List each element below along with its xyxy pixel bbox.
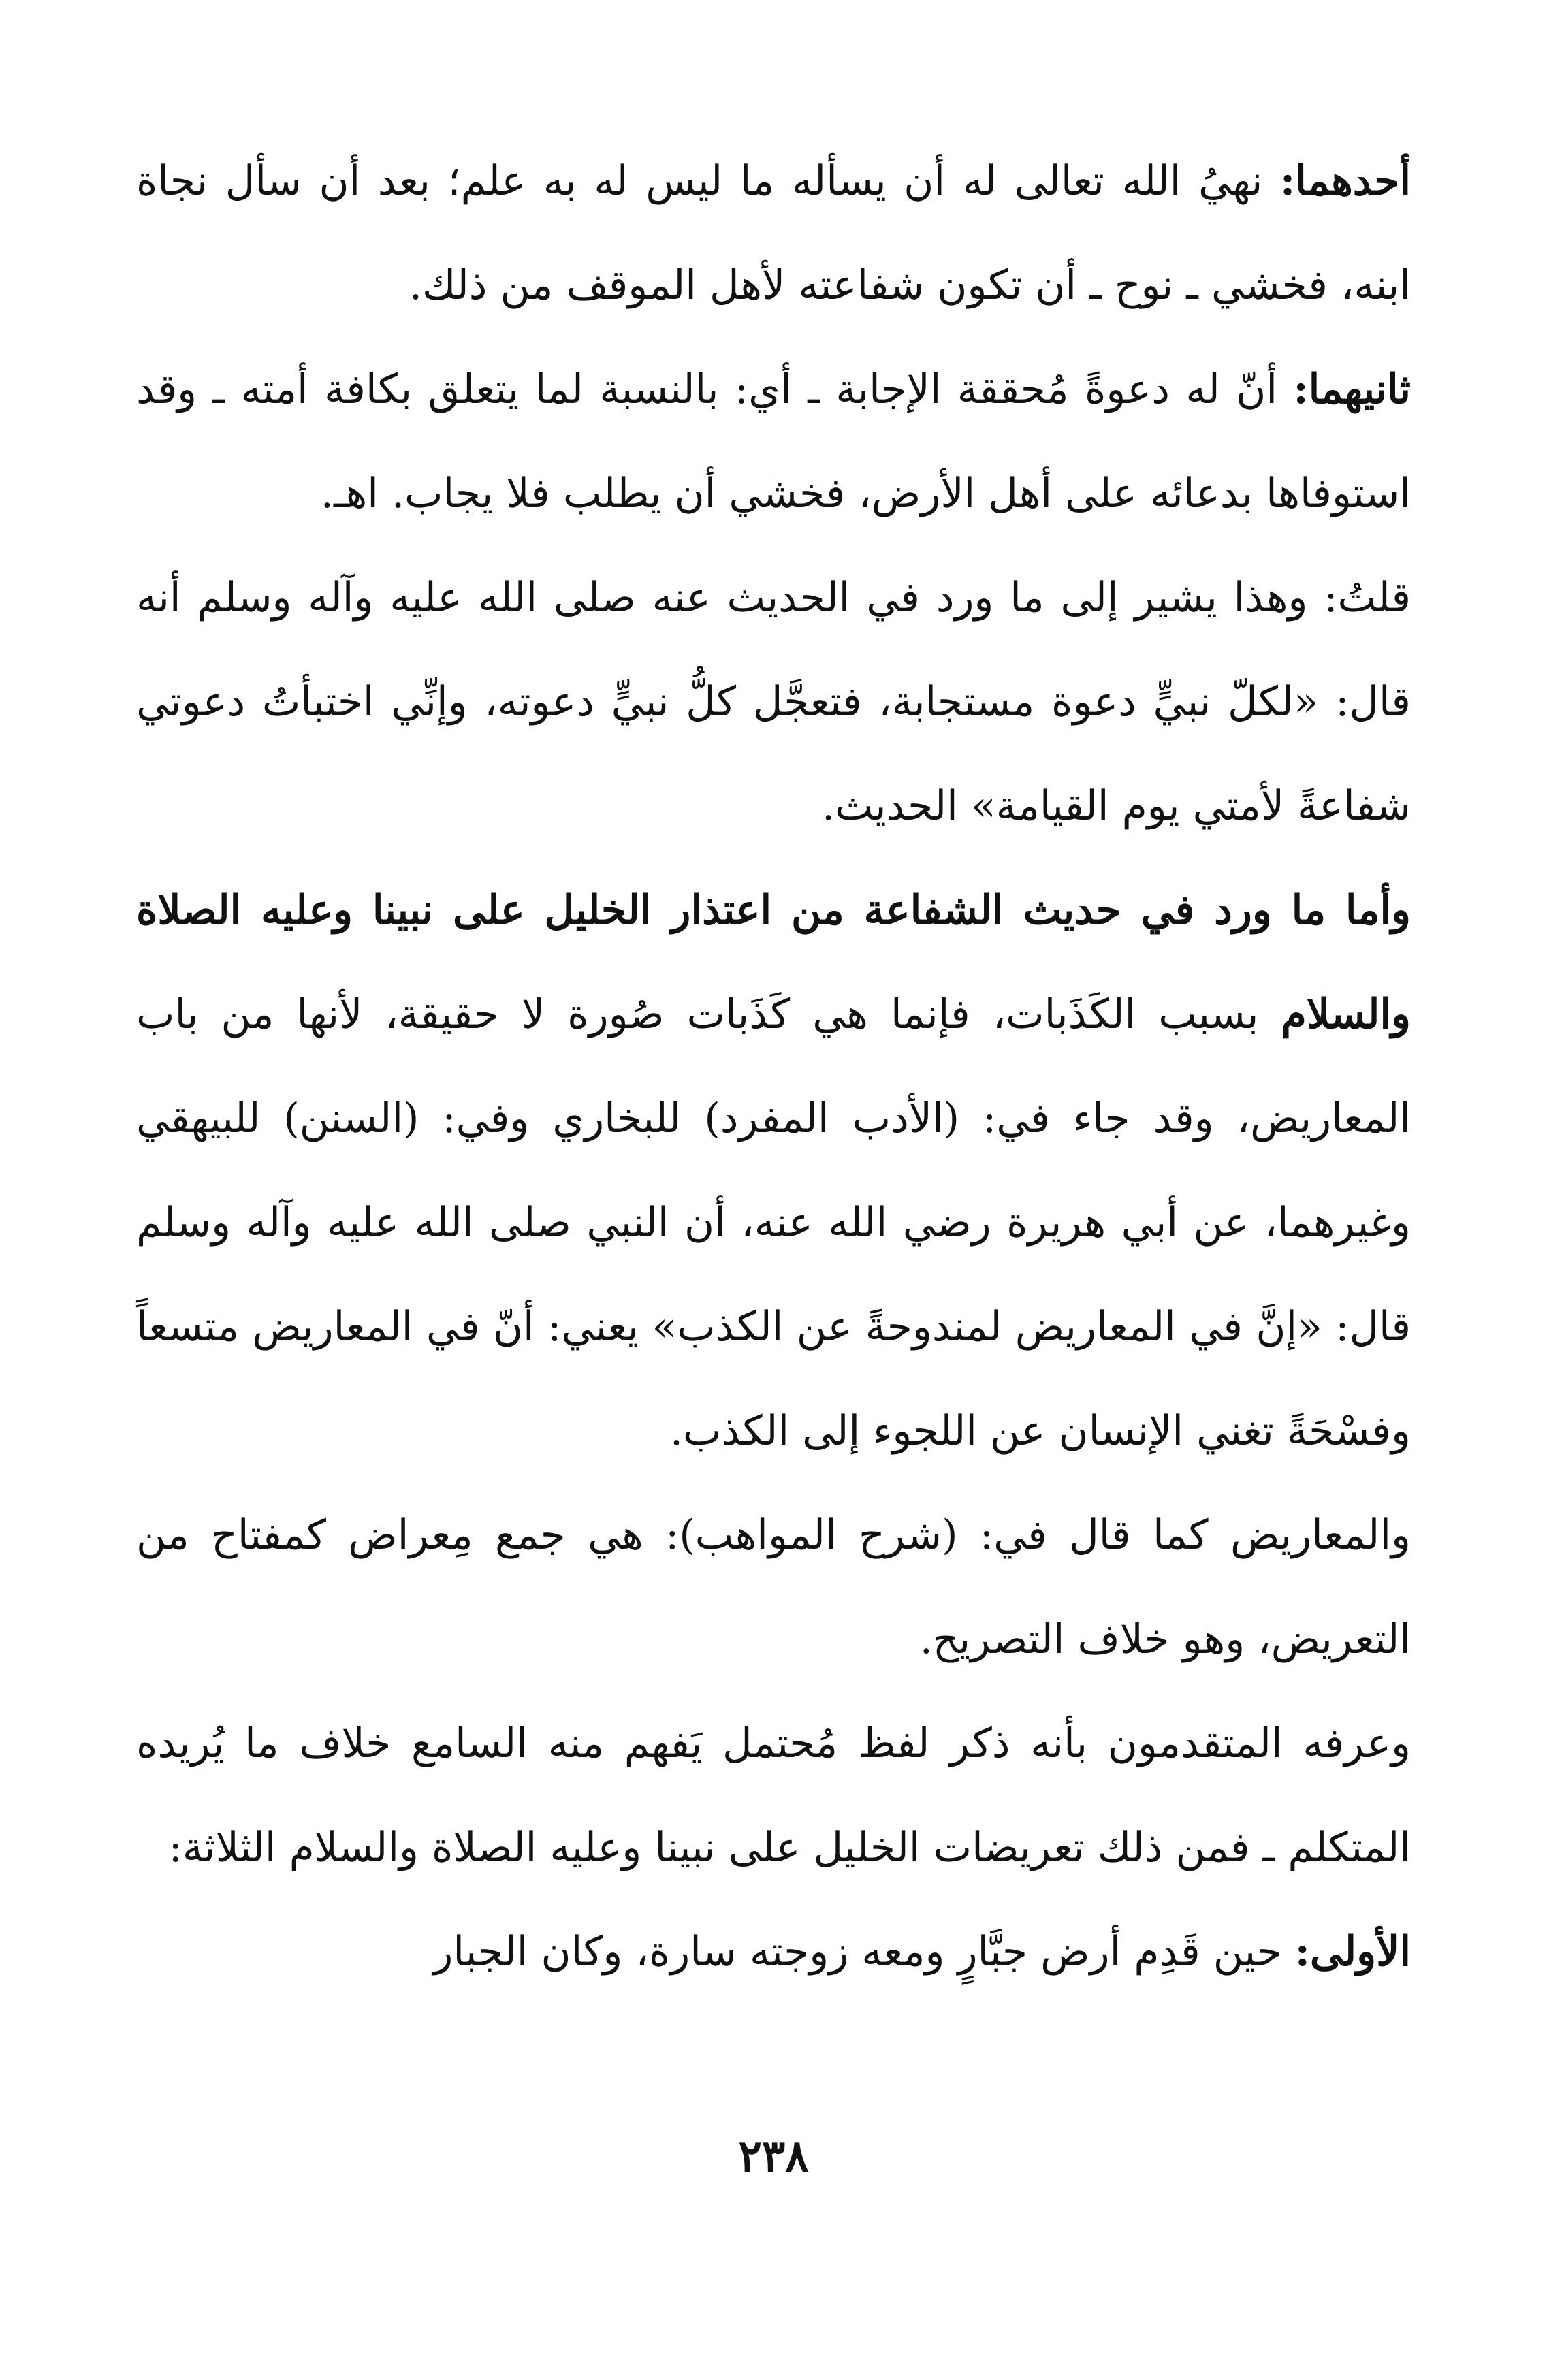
paragraph-text: نهيُ الله تعالى له أن يسأله ما ليس له به علم؛ بعد أن سأل نجاة ابنه، فخشي ـ نوح ـ أن تكون شفاعته لأهل الموقف من ذلك. — [136, 157, 1411, 309]
paragraph-first-reason — [136, 129, 1411, 338]
paragraph-second-reason — [136, 338, 1411, 546]
paragraph-lead: ثانيهما: — [1293, 366, 1411, 413]
paragraph-strong-heading: وأما ما ورد في حديث الشفاعة من اعتذار الخليل على نبينا وعليه الصلاة والسلام — [136, 886, 1411, 1038]
paragraph-text: بسبب الكَذَبات، فإنما هي كَذَبات صُورة لا حقيقة، لأنها من باب المعاريض، وقد جاء في: (الأدب المفرد) للبخاري وفي: (السنن) للبيهقي وغيرهما، عن أبي هريرة رضي الله عنه، أن النبي صلى الله عليه وآله وسلم قال: «إنَّ في المعاريض لمندوحةً عن الكذب» يعني: أنّ في المعاريض متسعاً وفسْحَةً تغني الإنسان عن اللجوء إلى الكذب. — [136, 991, 1411, 1455]
book-page — [136, 129, 1411, 2004]
paragraph-definition — [136, 1483, 1411, 1692]
page-number: ٢٣٨ — [738, 2131, 809, 2182]
paragraph-text: والمعاريض كما قال في: (شرح المواهب): هي جمع مِعراض كمفتاح من التعريض، وهو خلاف التصريح. — [136, 1511, 1411, 1663]
paragraph-first-instance — [136, 1900, 1411, 2004]
paragraph-text: وعرفه المتقدمون بأنه ذكر لفظ مُحتمل يَفهم منه السامع خلاف ما يُريده المتكلم ـ فمن ذلك تعريضات الخليل على نبينا وعليه الصلاة والسلام الثلاثة: — [136, 1720, 1411, 1871]
paragraph-text: أنّ له دعوةً مُحققة الإجابة ـ أي: بالنسبة لما يتعلق بكافة أمته ـ وقد استوفاها بدعائه على أهل الأرض، فخشي أن يطلب فلا يجاب. اهـ. — [136, 366, 1411, 517]
paragraph-mutaqaddimun — [136, 1692, 1411, 1900]
paragraph-text: حين قَدِم أرض جبَّارٍ ومعه زوجته سارة، وكان الجبار — [433, 1928, 1295, 1976]
paragraph-lead: الأولى: — [1294, 1928, 1411, 1976]
paragraph-maarid — [136, 858, 1411, 1483]
paragraph-lead: أحدهما: — [1279, 157, 1411, 205]
paragraph-text: قلتُ: وهذا يشير إلى ما ورد في الحديث عنه صلى الله عليه وآله وسلم أنه قال: «لكلّ نبيٍّ دعوة مستجابة، فتعجَّل كلُّ نبيٍّ دعوته، وإنِّي اختبأتُ دعوتي شفاعةً لأمتي يوم القيامة» الحديث. — [136, 574, 1411, 830]
paragraph-hadith-note — [136, 546, 1411, 858]
